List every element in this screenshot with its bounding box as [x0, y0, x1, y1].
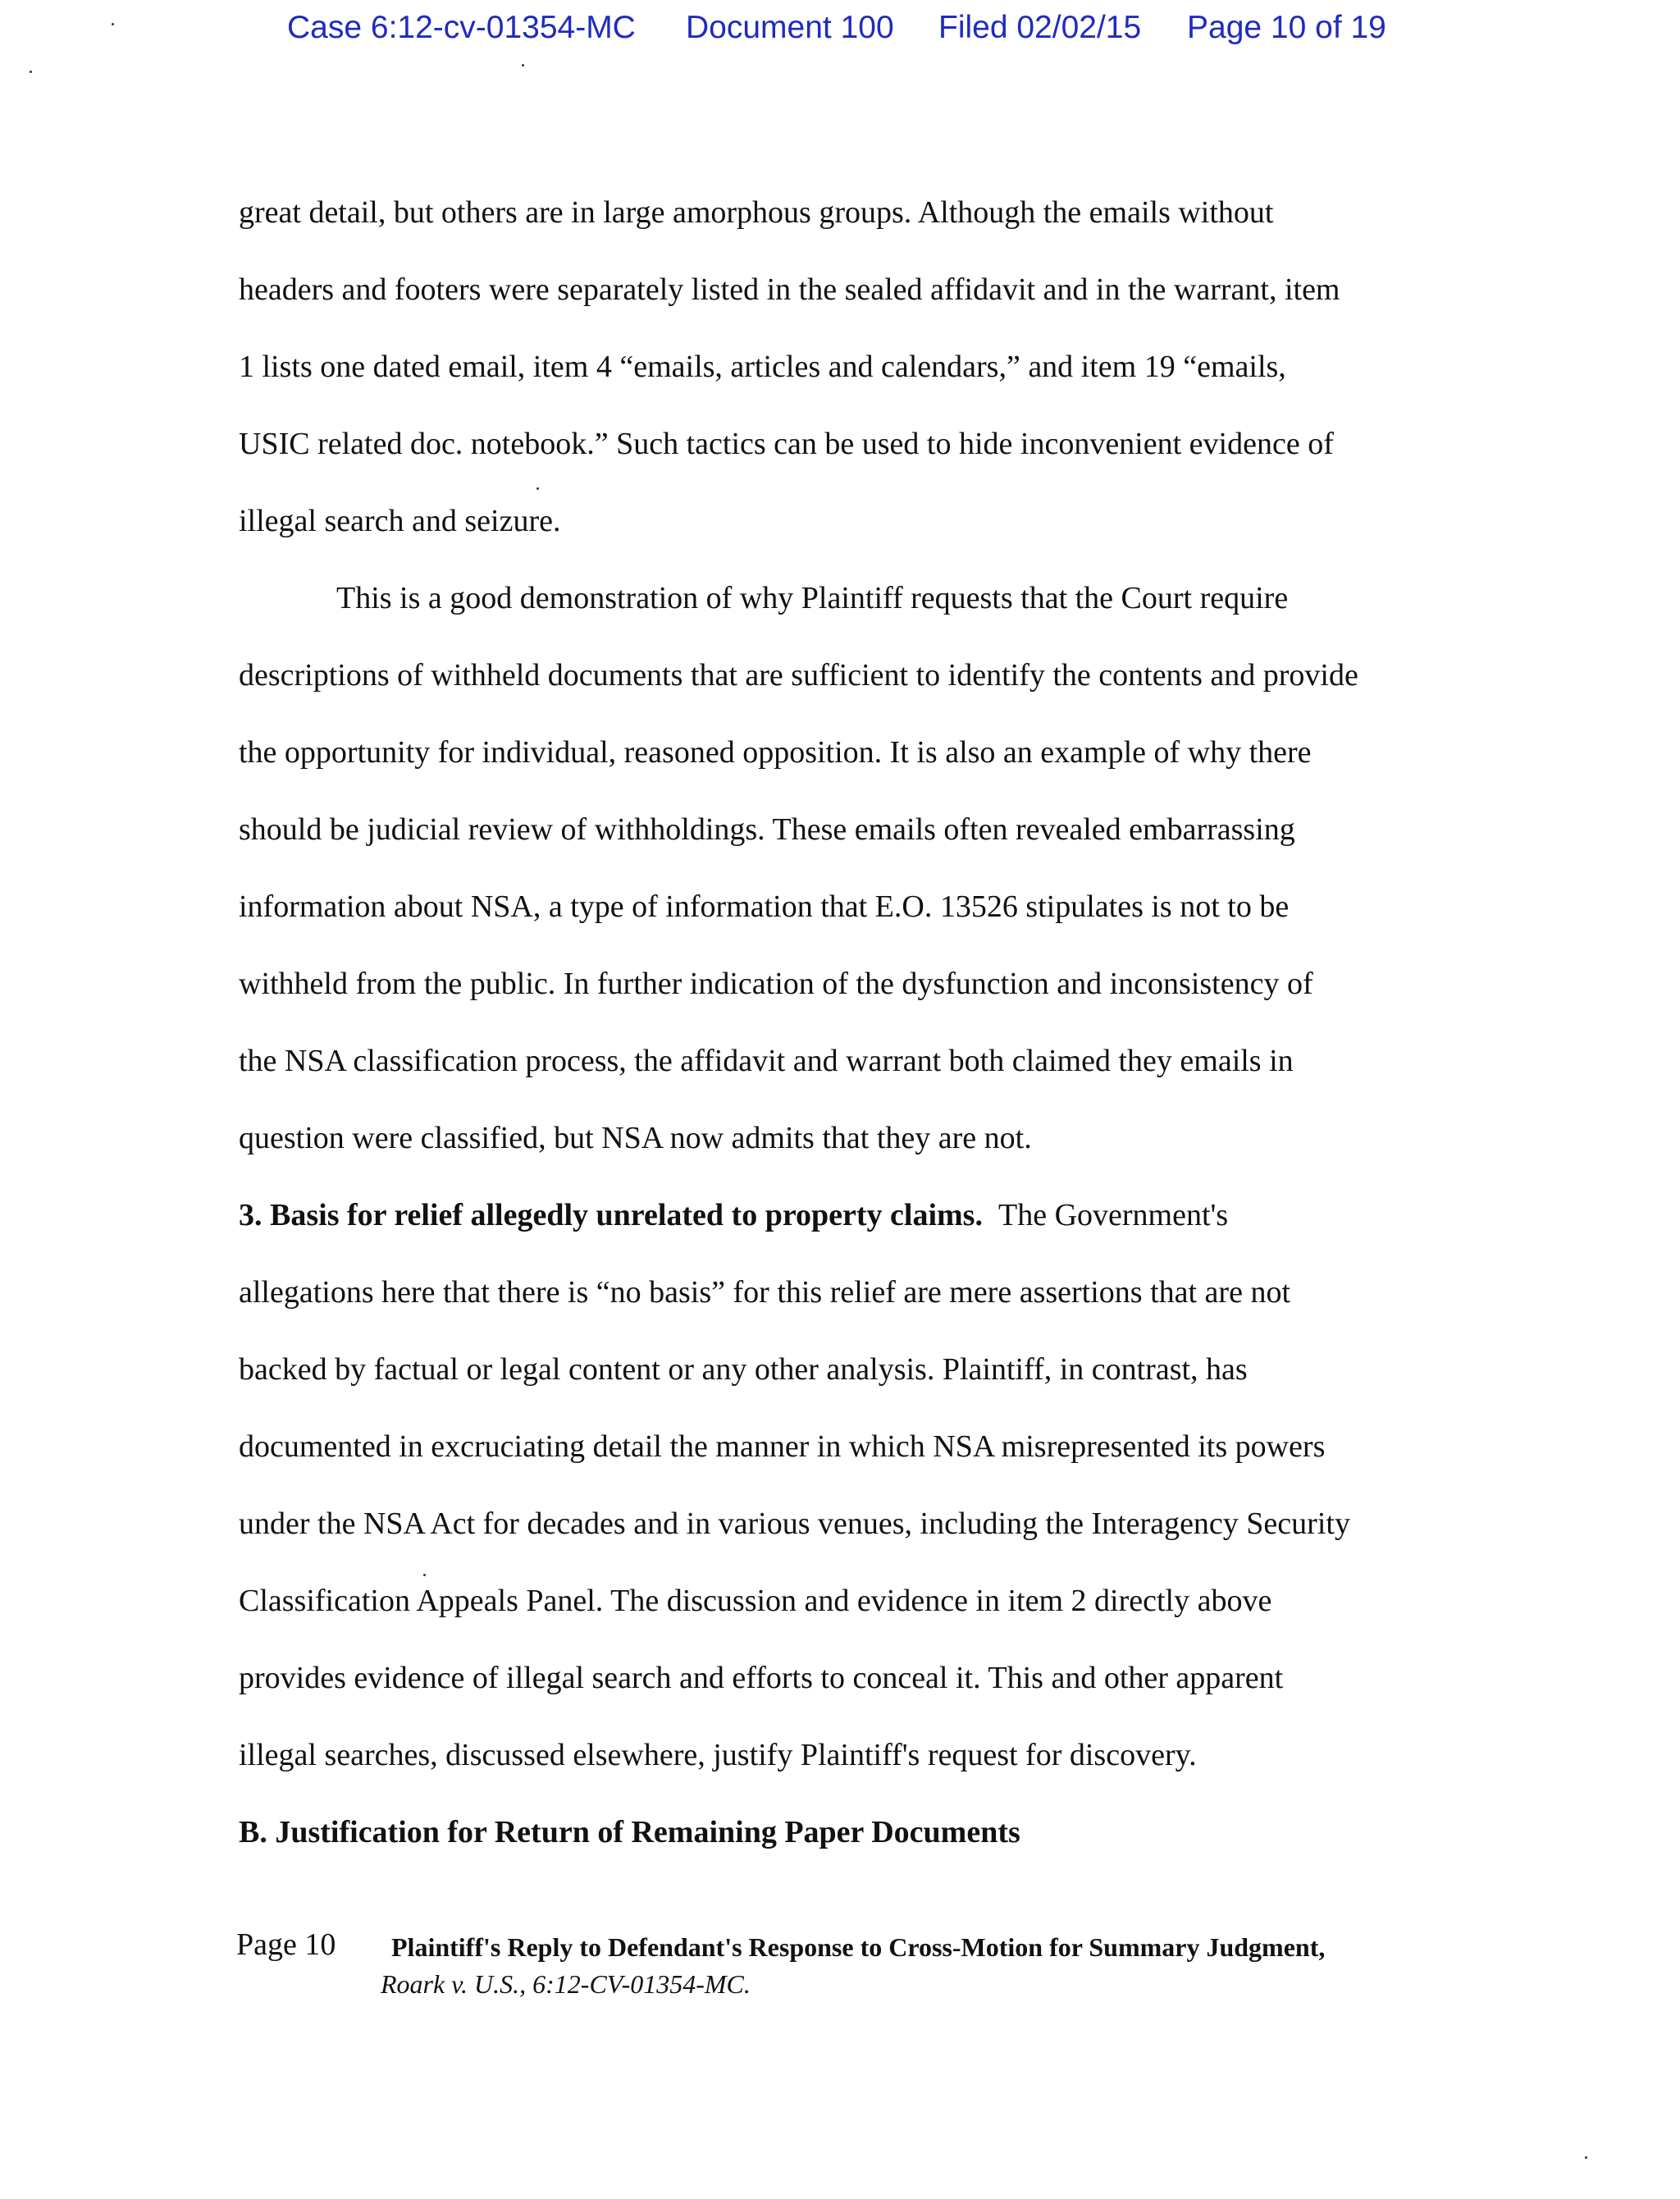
body-line: illegal search and seizure.	[239, 504, 561, 538]
body-line: under the NSA Act for decades and in various venues, including the Interagency Security	[239, 1506, 1350, 1541]
filed-date: Filed 02/02/15	[938, 10, 1142, 45]
body-line: provides evidence of illegal search and efforts to conceal it. This and other apparent	[239, 1661, 1284, 1695]
scan-speck	[423, 1574, 426, 1576]
body-line: descriptions of withheld documents that are sufficient to identify the contents and provide	[239, 658, 1358, 693]
body-line: backed by factual or legal content or any other analysis. Plaintiff, in contrast, has	[239, 1352, 1248, 1387]
footer-title: Plaintiff's Reply to Defendant's Response to Cross-Motion for Summary Judgment,	[391, 1932, 1326, 1962]
scan-speck	[522, 64, 524, 66]
section-3-line	[239, 1196, 1228, 1234]
scan-speck	[1585, 2156, 1587, 2159]
body-line: should be judicial review of withholdings. These emails often revealed embarrassing	[239, 812, 1295, 847]
filing-header	[287, 10, 1436, 51]
body-line: the opportunity for individual, reasoned opposition. It is also an example of why there	[239, 735, 1312, 770]
body-line: headers and footers were separately listed in the sealed affidavit and in the warrant, item	[239, 272, 1340, 307]
body-line: USIC related doc. notebook.” Such tactics can be used to hide inconvenient evidence of	[239, 427, 1334, 461]
scan-speck	[112, 23, 114, 25]
case-number: Case 6:12-cv-01354-MC	[287, 10, 636, 45]
section-3-heading: 3. Basis for relief allegedly unrelated to property claims.	[239, 1198, 983, 1232]
body-line: information about NSA, a type of information that E.O. 13526 stipulates is not to be	[239, 889, 1290, 924]
footer-citation: Roark v. U.S., 6:12-CV-01354-MC.	[381, 1969, 751, 1999]
body-line: allegations here that there is “no basis” for this relief are mere assertions that are not	[239, 1275, 1290, 1310]
body-line: illegal searches, discussed elsewhere, justify Plaintiff's request for discovery.	[239, 1738, 1197, 1772]
body-line: Classification Appeals Panel. The discussion and evidence in item 2 directly above	[239, 1584, 1272, 1618]
page-count: Page 10 of 19	[1187, 10, 1386, 45]
document-number: Document 100	[686, 10, 894, 45]
body-line: great detail, but others are in large amorphous groups. Although the emails without	[239, 195, 1274, 230]
footer-page-label: Page 10	[236, 1927, 336, 1962]
scan-speck	[536, 487, 539, 490]
body-text: The Government's	[998, 1198, 1229, 1232]
body-line: the NSA classification process, the affidavit and warrant both claimed they emails in	[239, 1044, 1294, 1078]
body-line: This is a good demonstration of why Plaintiff requests that the Court require	[336, 581, 1289, 615]
scan-speck	[30, 71, 32, 73]
body-line: 1 lists one dated email, item 4 “emails, articles and calendars,” and item 19 “emails,	[239, 350, 1286, 384]
body-line: question were classified, but NSA now admits that they are not.	[239, 1121, 1032, 1155]
body-line: documented in excruciating detail the manner in which NSA misrepresented its powers	[239, 1429, 1326, 1464]
section-b-heading: B. Justification for Return of Remaining Paper Documents	[239, 1815, 1020, 1849]
body-line: withheld from the public. In further indication of the dysfunction and inconsistency of	[239, 967, 1313, 1001]
